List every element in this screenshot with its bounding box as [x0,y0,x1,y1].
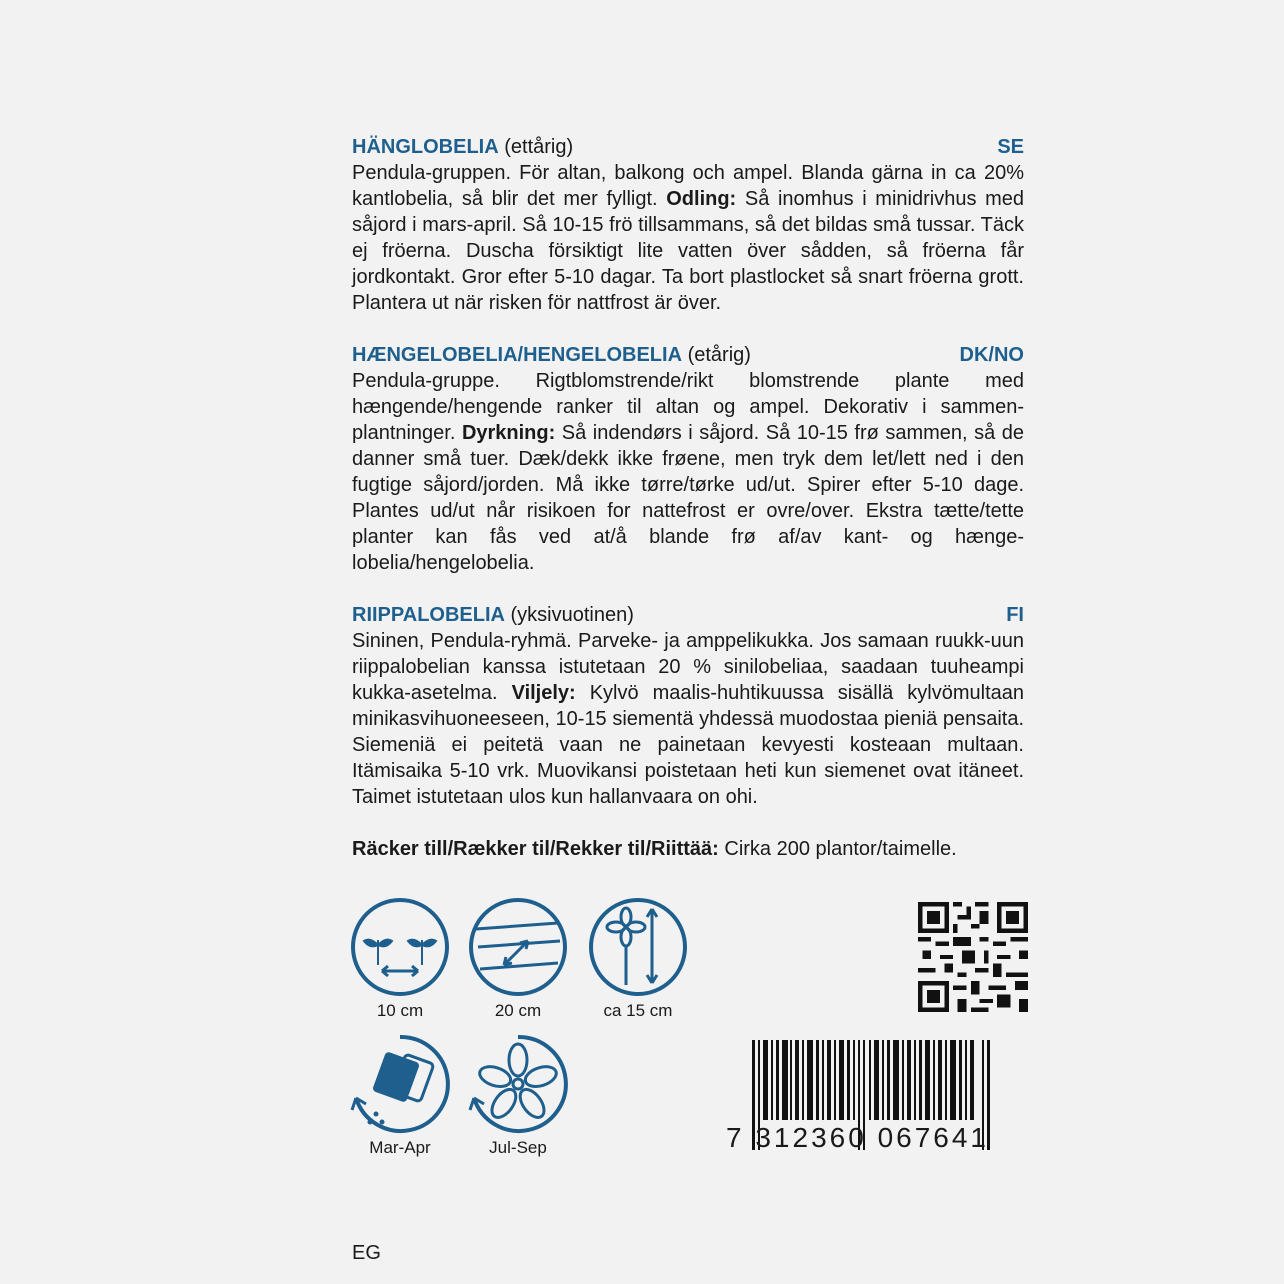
section-subtitle: (yksivuotinen) [504,604,634,626]
section-se [352,134,1024,316]
section-header [352,602,1024,628]
section-subtitle: (etårig) [682,344,751,366]
section-body: Pendula-gruppe. Rigtblomstrende/rikt blomstrende plante med hængende/hengende ranker til altan og ampel. Dekorativ i sammen-plantninger. Dyrkning: Så indendørs i såjord. Så 10-15 frø sammen, så de danner små tuer. Dæk/dekk ikke frøene, men tryk dem let/lett ned i den fugtige såjord/jorden. Må ikke tørre/tørke ud/ut. Spirer efter 5-10 dage. Plantes ud/ut når risikoen for nattefrost er ovre/over. Ekstra tætte/tette planter kan fås ved at/å blande frø af/av kant- og hænge-lobelia/hengelobelia. [352,370,1024,574]
row-spacing-icon [466,895,570,1021]
section-subtitle: (ettårig) [498,136,574,158]
section-body: Sininen, Pendula-ryhmä. Parveke- ja amppelikukka. Jos samaan ruukk-uun riippalobelian kanssa istutetaan 20 % sinilobeliaa, saadaan tuuheampi kukka-asetelma. Viljely: Kylvö maalis-huhtikuussa sisällä kylvömultaan minikasvihuoneeseen, 10-15 siementä yhdessä muodostaa pieniä pensaita. Siemeniä ei peitetä vaan ne painetaan kevyesti kosteaan multaan. Itämisaika 5-10 vrk. Muovikansi poistetaan heti kun siemenet ovat itäneet. Taimet istutetaan ulos kun hallanvaara on ohi. [352,630,1025,808]
icon-label: ca 15 cm [603,1001,673,1020]
barcode-number: 7 312360 067641 [726,1122,989,1153]
flowering-time-icon [466,1032,570,1158]
section-dk-no [352,342,1024,576]
section-body: Pendula-gruppen. För altan, balkong och ampel. Blanda gärna in ca 20% kantlobelia, så blir det mer fylligt. Odling: Så inomhus i minidrivhus med såjord i mars-april. Så 10-15 frö tillsammans, så det bildas små tussar. Täck ej fröerna. Duscha försiktigt lite vatten över sådden, så fröerna får jordkontakt. Gror efter 5-10 dagar. Ta bort plastlocket så snart fröerna grott. Plantera ut när risken för nattfrost är över. [352,162,1025,314]
yield-info: Räcker till/Rækker til/Rekker til/Riittää: Cirka 200 plantor/taimelle. [352,838,957,860]
qr-code[interactable] [918,902,1028,1012]
plant-height-icon [586,895,690,1021]
icon-label: 20 cm [494,1001,542,1020]
section-header [352,134,1024,160]
language-code: SE [997,136,1024,158]
footer-code: EG [352,1242,381,1264]
sowing-time-icon [348,1032,452,1158]
icon-label: 10 cm [376,1001,424,1020]
section-title: RIIPPALOBELIA [352,604,505,626]
section-fi [352,602,1024,810]
instructions-text [352,134,1024,862]
section-header [352,342,1024,368]
icon-label: Mar-Apr [369,1138,431,1157]
language-code: DK/NO [959,344,1024,366]
language-code: FI [1006,604,1024,626]
section-title: HÄNGLOBELIA [352,136,499,158]
icon-label: Jul-Sep [489,1138,547,1157]
section-title: HÆNGELOBELIA/HENGELOBELIA [352,344,683,366]
plant-spacing-icon [348,895,452,1021]
